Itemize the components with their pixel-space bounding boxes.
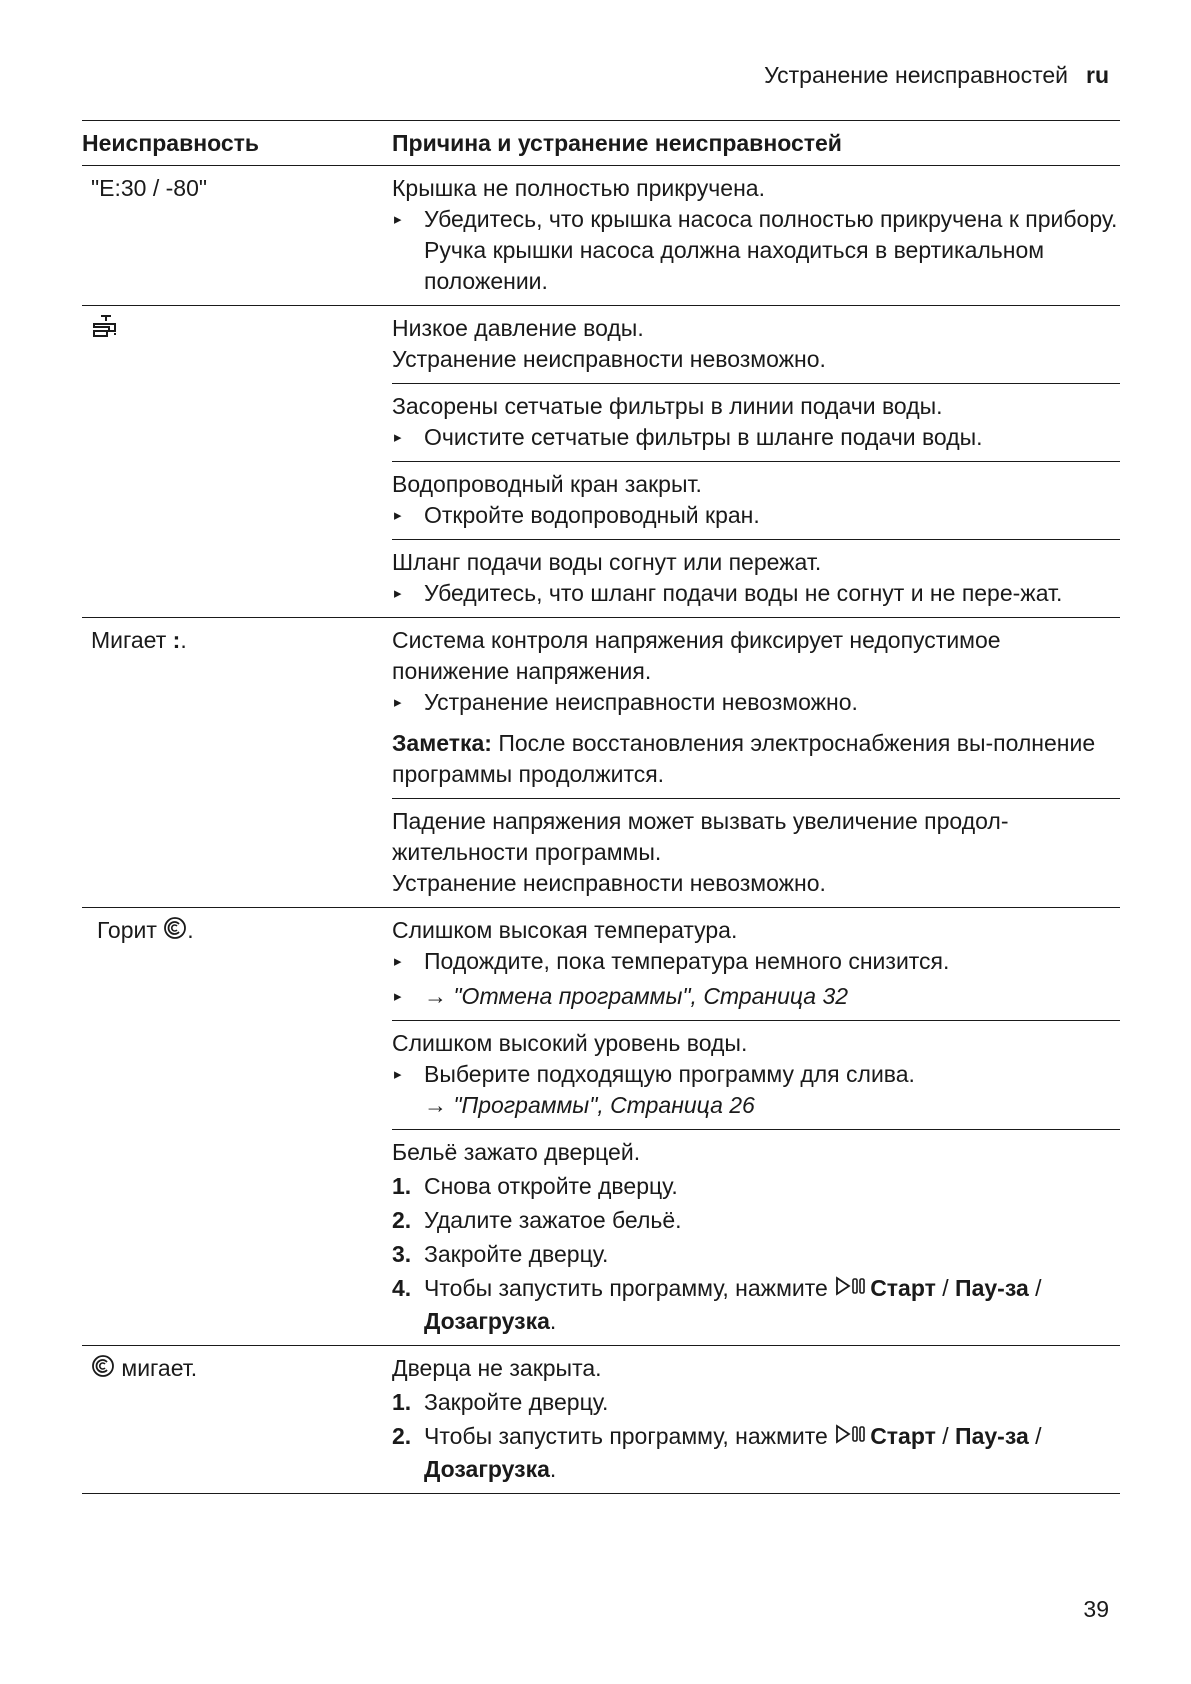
step-number: 2. xyxy=(392,1207,412,1233)
table-row xyxy=(82,166,1120,306)
step-end: . xyxy=(549,1307,557,1334)
step-text: Чтобы запустить программу, нажмите xyxy=(424,1275,828,1301)
cause-text: Водопроводный кран закрыт. xyxy=(392,471,702,497)
step-end: . xyxy=(549,1455,557,1482)
table-row xyxy=(82,1346,1120,1494)
column-header-cause: Причина и устранение неисправностей xyxy=(392,130,842,156)
numbered-step xyxy=(392,1273,1120,1337)
cause-cell xyxy=(392,166,1120,305)
note xyxy=(392,728,1120,790)
language-code: ru xyxy=(1086,62,1109,88)
column-header-fault: Неисправность xyxy=(82,130,260,156)
cause-text: Бельё зажато дверцей. xyxy=(392,1139,641,1165)
cause-text: Низкое давление воды. xyxy=(392,315,644,341)
fault-cell: "E:30 / -80" xyxy=(91,175,208,201)
table-header-row xyxy=(82,120,1120,166)
button-name-pause: Пау-за xyxy=(955,1422,1029,1449)
fault-cell xyxy=(82,908,392,1345)
separator: / xyxy=(935,1275,956,1301)
fault-cell xyxy=(82,618,392,907)
button-name-start: Старт xyxy=(870,1275,936,1301)
step-text: Удалите зажатое бельё. xyxy=(424,1207,682,1233)
water-tap-icon xyxy=(91,313,121,347)
page-header xyxy=(764,62,1109,89)
separator: / xyxy=(935,1422,956,1449)
action-step: ▸ Очистите сетчатые фильтры в шланге подачи воды. xyxy=(392,422,1120,453)
step-number: 4. xyxy=(392,1275,412,1301)
fault-label: мигает. xyxy=(121,1354,198,1381)
button-name-start: Старт xyxy=(870,1422,936,1449)
action-step: ▸ Выберите подходящую программу для слива. xyxy=(392,1059,1120,1090)
page-number: 39 xyxy=(1083,1596,1109,1622)
separator: / xyxy=(1028,1275,1042,1301)
step-text: Чтобы запустить программу, нажмите xyxy=(424,1422,828,1449)
cause-text: Крышка не полностью прикручена. xyxy=(392,175,765,201)
numbered-step xyxy=(392,1239,1120,1270)
action-step: ▸ Убедитесь, что крышка насоса полностью прикручена к прибору. Ручка крышки насоса должна находиться в вертикальном положении. xyxy=(392,204,1120,297)
page-reference-link[interactable]: → "Программы", Страница 26 xyxy=(424,1092,755,1118)
step-text: Снова откройте дверцу. xyxy=(424,1173,678,1199)
fault-end: . xyxy=(180,627,187,653)
button-name-pause: Пау-за xyxy=(955,1275,1029,1301)
door-lock-icon xyxy=(91,1354,115,1386)
numbered-step xyxy=(392,1205,1120,1236)
header-title: Устранение неисправностей xyxy=(764,62,1068,88)
fault-cell xyxy=(82,306,392,617)
fault-label: Мигает xyxy=(91,627,167,653)
table-row xyxy=(82,908,1120,1346)
table-row xyxy=(82,306,1120,618)
note-label: Заметка: xyxy=(392,730,492,756)
step-text: Закройте дверцу. xyxy=(424,1388,609,1415)
cause-note: Устранение неисправности невозможно. xyxy=(392,346,826,372)
cause-note: Устранение неисправности невозможно. xyxy=(392,870,826,896)
cause-text: Система контроля напряжения фиксирует недопустимое понижение напряжения. xyxy=(392,627,1001,684)
numbered-step xyxy=(392,1387,1120,1418)
step-text: Закройте дверцу. xyxy=(424,1241,609,1267)
action-step: ▸ Устранение неисправности невозможно. xyxy=(392,687,1120,718)
note-text: После восстановления электроснабжения вы-полнение программы продолжится. xyxy=(392,730,1096,787)
button-name-reload: Дозагрузка xyxy=(424,1455,550,1482)
action-step: ▸ Подождите, пока температура немного снизится. xyxy=(392,946,1120,977)
cause-cell xyxy=(392,1346,1120,1493)
troubleshooting-table xyxy=(82,120,1120,1494)
step-number: 1. xyxy=(392,1173,412,1199)
step-number: 3. xyxy=(392,1241,412,1267)
cause-text: Засорены сетчатые фильтры в линии подачи воды. xyxy=(392,393,943,419)
page-reference-link[interactable]: ▸ → "Отмена программы", Страница 32 xyxy=(392,981,1120,1012)
cause-cell xyxy=(392,908,1120,1345)
start-pause-icon xyxy=(834,1422,870,1454)
table-row xyxy=(82,618,1120,908)
button-name-reload: Дозагрузка xyxy=(424,1307,550,1334)
door-lock-icon xyxy=(163,916,187,948)
numbered-step xyxy=(392,1421,1120,1485)
start-pause-icon xyxy=(834,1274,870,1306)
separator: / xyxy=(1028,1422,1042,1449)
fault-end: . xyxy=(187,917,194,943)
cause-text: Слишком высокая температура. xyxy=(392,917,738,943)
fault-cell xyxy=(82,1346,392,1493)
cause-text: Дверца не закрыта. xyxy=(392,1354,602,1381)
cause-text: Падение напряжения может вызвать увеличение продол-жительности программы. xyxy=(392,808,1009,865)
fault-label: Горит xyxy=(97,917,157,943)
numbered-step xyxy=(392,1171,1120,1202)
step-number: 2. xyxy=(392,1422,412,1449)
colon-icon: : xyxy=(172,627,181,653)
action-step: ▸ Убедитесь, что шланг подачи воды не согнут и не пере-жат. xyxy=(392,578,1120,609)
cause-text: Шланг подачи воды согнут или пережат. xyxy=(392,549,822,575)
cause-text: Слишком высокий уровень воды. xyxy=(392,1030,748,1056)
step-number: 1. xyxy=(392,1388,412,1415)
action-step: ▸ Откройте водопроводный кран. xyxy=(392,500,1120,531)
cause-cell xyxy=(392,618,1120,907)
cause-cell xyxy=(392,306,1120,617)
